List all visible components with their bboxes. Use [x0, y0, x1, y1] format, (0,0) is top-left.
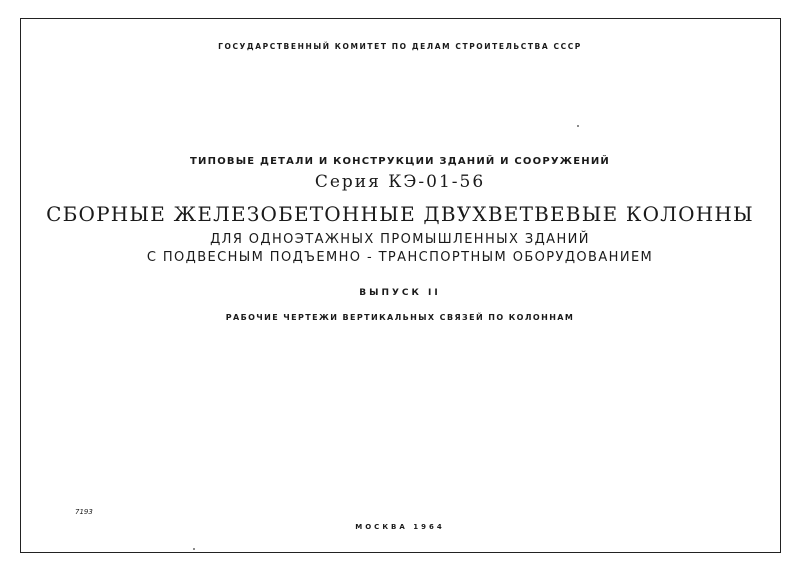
series-number: Серия КЭ-01-56 — [314, 172, 486, 192]
series-type: ТИПОВЫЕ ДЕТАЛИ И КОНСТРУКЦИИ ЗДАНИЙ И СООРУЖЕНИЙ — [190, 156, 610, 167]
subtitle-line-1: ДЛЯ ОДНОЭТАЖНЫХ ПРОМЫШЛЕННЫХ ЗДАНИЙ — [210, 232, 590, 247]
main-title: СБОРНЫЕ ЖЕЛЕЗОБЕТОННЫЕ ДВУХВЕТВЕВЫЕ КОЛОННЫ — [46, 202, 754, 226]
city-year: МОСКВА 1964 — [355, 523, 445, 531]
document-number: 7193 — [75, 508, 93, 516]
drawings-description: РАБОЧИЕ ЧЕРТЕЖИ ВЕРТИКАЛЬНЫХ СВЯЗЕЙ ПО КОЛОННАМ — [225, 313, 575, 322]
paper-speck — [193, 548, 195, 550]
subtitle-line-2: С ПОДВЕСНЫМ ПОДЪЕМНО - ТРАНСПОРТНЫМ ОБОРУДОВАНИЕМ — [146, 250, 654, 265]
page-border — [20, 18, 781, 553]
committee-header: ГОСУДАРСТВЕННЫЙ КОМИТЕТ ПО ДЕЛАМ СТРОИТЕЛЬСТВА СССР — [218, 42, 582, 51]
issue-label: ВЫПУСК II — [359, 288, 441, 298]
paper-speck — [577, 125, 579, 127]
